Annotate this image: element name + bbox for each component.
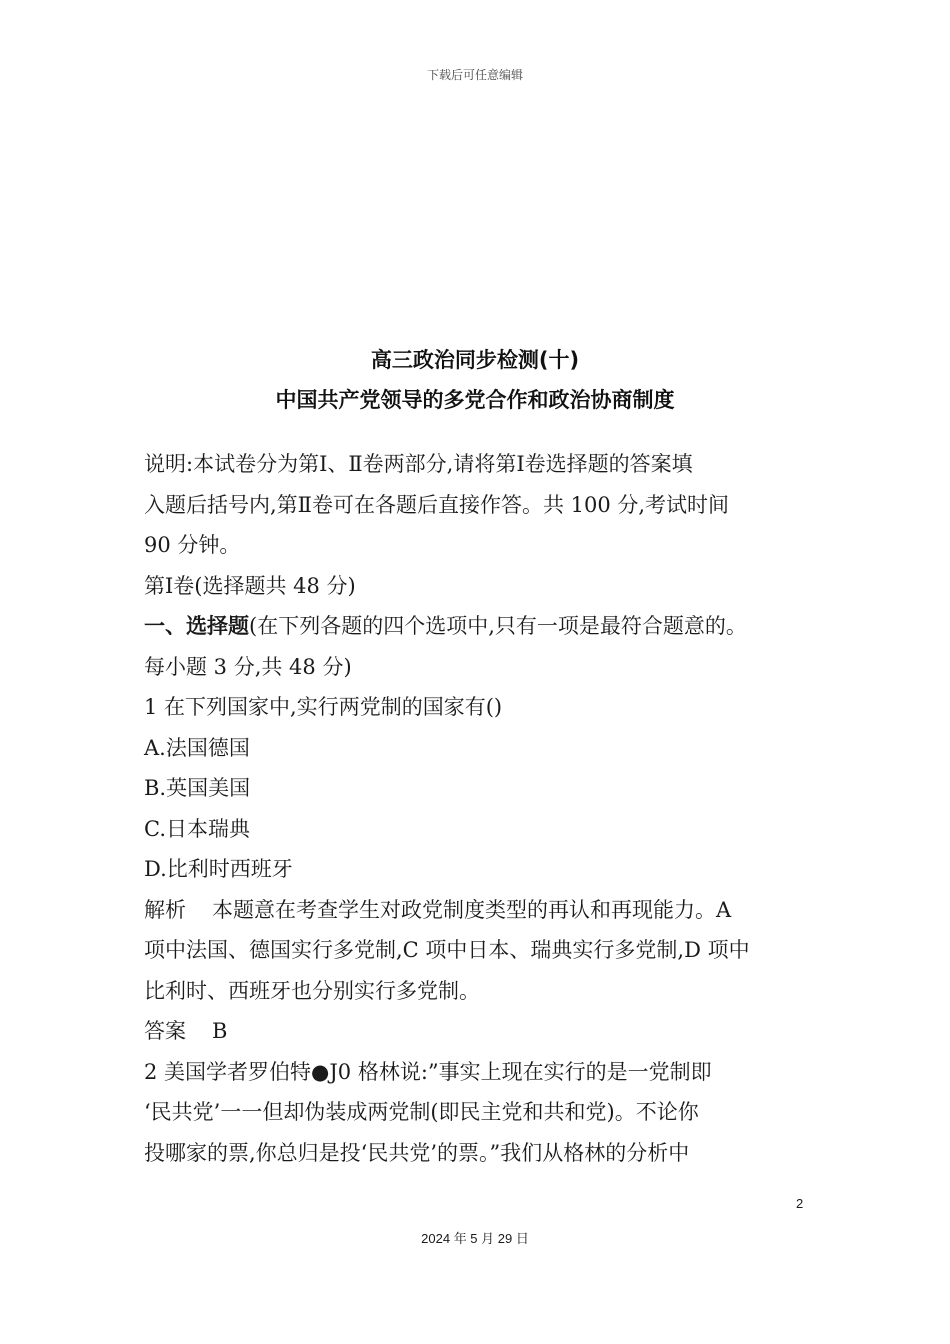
question-2-line: 2 美国学者罗伯特●J0 格林说:”事实上现在实行的是一党制即 — [144, 1059, 712, 1084]
question-2-line: ‘民共党’一一但却伪装成两党制(即民主党和共和党)。不论你 — [144, 1100, 699, 1124]
part-one-instruction-text: (在下列各题的四个选项中,只有一项是最符合题意的。 — [249, 614, 747, 638]
answer-value: B — [212, 1019, 228, 1043]
question-2-line: 投哪家的票,你总归是投‘民共党’的票。”我们从格林的分析中 — [144, 1140, 690, 1165]
intro-line: 说明:本试卷分为第Ⅰ、Ⅱ卷两部分,请将第Ⅰ卷选择题的答案填 — [144, 452, 693, 476]
question-1-analysis-line2: 项中法国、德国实行多党制,C 项中日本、瑞典实行多党制,D 项中 — [144, 938, 750, 962]
answer-label: 答案 — [144, 1019, 186, 1043]
intro-line: 90 分钟。 — [144, 533, 241, 557]
question-1-option-d: D.比利时西班牙 — [144, 857, 293, 881]
part-one-instruction — [144, 606, 824, 647]
question-1-analysis — [144, 890, 824, 931]
question-1-option-a: A.法国德国 — [144, 735, 250, 760]
question-1-stem: 1 在下列国家中,实行两党制的国家有() — [144, 695, 503, 719]
footer-date: 2024 年 5 月 29 日 — [421, 1231, 529, 1246]
page-number: 2 — [796, 1196, 804, 1211]
section-heading: 第Ⅰ卷(选择题共 48 分) — [144, 573, 356, 598]
question-1-option-c: C.日本瑞典 — [144, 816, 250, 841]
question-1-option-b: B.英国美国 — [144, 776, 251, 800]
analysis-text: 本题意在考查学生对政党制度类型的再认和再现能力。A — [212, 897, 732, 922]
part-one-instruction-line2: 每小题 3 分,共 48 分) — [144, 654, 352, 679]
question-1-analysis-line3: 比利时、西班牙也分别实行多党制。 — [144, 978, 480, 1003]
intro-line: 入题后括号内,第Ⅱ卷可在各题后直接作答。共 100 分,考试时间 — [144, 492, 730, 517]
document-subtitle: 中国共产党领导的多党合作和政治协商制度 — [275, 388, 675, 412]
part-one-label: 一、选择题 — [144, 614, 249, 638]
analysis-label: 解析 — [144, 897, 186, 922]
document-title: 高三政治同步检测(十) — [370, 348, 580, 372]
header-note: 下载后可任意编辑 — [426, 68, 523, 82]
question-1-answer — [144, 1011, 824, 1052]
document-body — [144, 444, 824, 1173]
